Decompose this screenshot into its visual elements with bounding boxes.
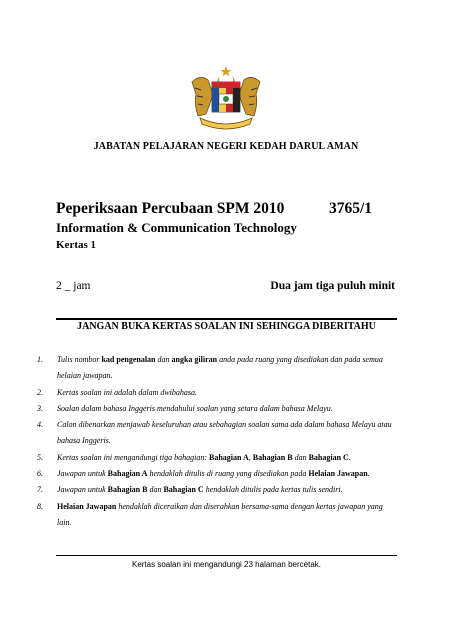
page-count-footer: Kertas soalan ini mengandungi 23 halaman bercetak.: [131, 560, 321, 569]
footer-divider: [56, 555, 397, 556]
paper-number: Kertas 1: [56, 239, 97, 251]
coat-of-arms-icon: [186, 64, 266, 132]
list-item: 2. Kertas soalan ini adalah dalam dwibahasa.: [37, 387, 198, 397]
subject-title: Information & Communication Technology: [56, 220, 297, 235]
instructions-list: [37, 352, 397, 531]
list-item: 8. Helaian Jawapan hendaklah diceraikan dan diserahkan bersama-sama dengan kertas jawapan yang lain.: [37, 501, 383, 527]
exam-title: Peperiksaan Percubaan SPM 2010: [56, 200, 285, 217]
department-heading: JABATAN PELAJARAN NEGERI KEDAH DARUL AMAN: [93, 141, 359, 152]
duration-short: 2 _ jam: [56, 280, 91, 292]
duration-words: Dua jam tiga puluh minit: [270, 280, 395, 292]
warning-notice: JANGAN BUKA KERTAS SOALAN INI SEHINGGA DIBERITAHU: [77, 321, 376, 332]
list-item: 1. Tulis nombor kad pengenalan dan angka giliran anda pada ruang yang disediakan dan pada semua helaian jawapan.: [37, 355, 383, 381]
list-item: 6. Jawapan untuk Bahagian A hendaklah ditulis di ruang yang disediakan pada Helaian Jawapan.: [37, 469, 370, 479]
list-item: 5. Kertas soalan ini mengandungi tiga bahagian: Bahagian A, Bahagian B dan Bahagian C.: [37, 452, 351, 462]
divider-line: [56, 318, 397, 320]
list-item: 4. Calon dibenarkan menjawab keseluruhan atau sebahagian soalan sama ada dalam bahasa Melayu atau bahasa Inggeris.: [37, 420, 392, 446]
list-item: 7. Jawapan untuk Bahagian B dan Bahagian C hendaklah ditulis pada kertas tulis sendiri.: [37, 485, 343, 495]
exam-code: 3765/1: [329, 200, 373, 217]
list-item: 3. Soalan dalam bahasa Inggeris mendahului soalan yang setara dalam bahasa Melayu.: [37, 403, 333, 413]
